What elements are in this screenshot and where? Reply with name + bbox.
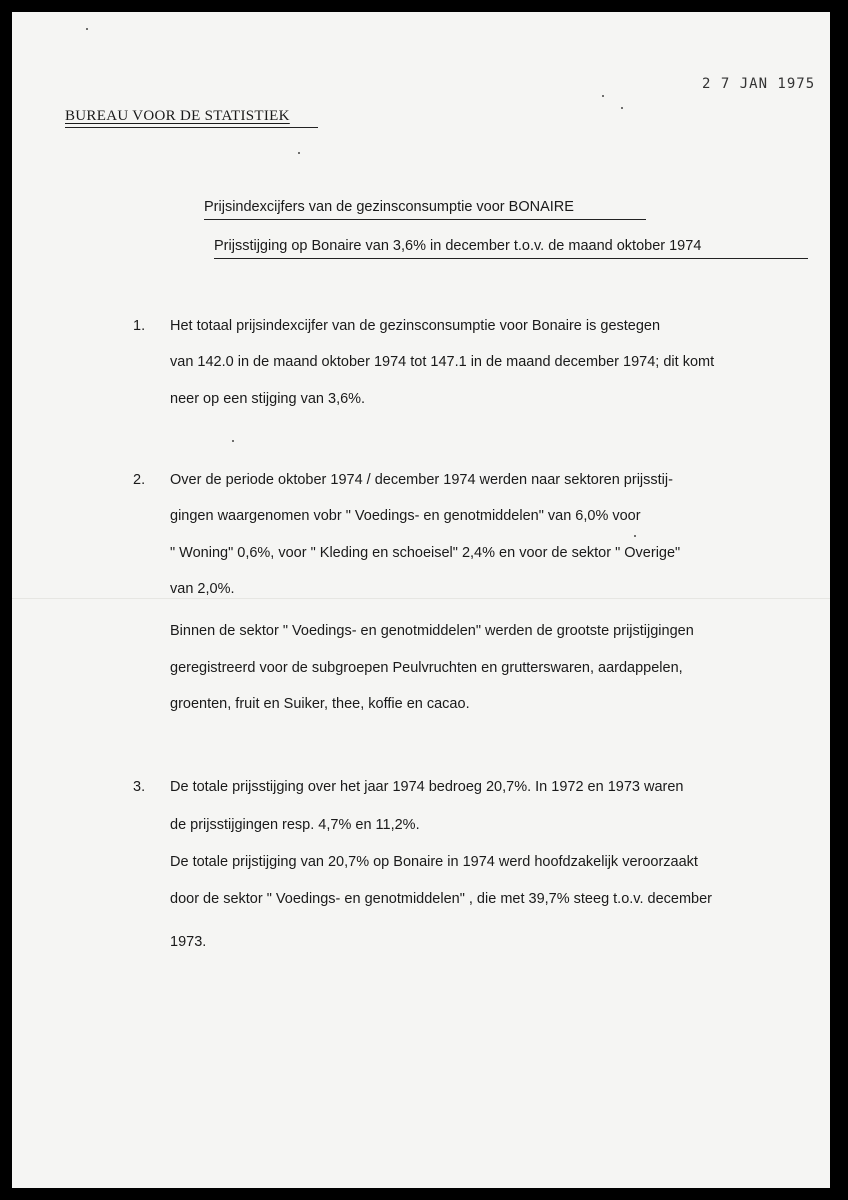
item-2-line: geregistreerd voor de subgroepen Peulvruchten en grutterswaren, aardappelen, bbox=[170, 660, 683, 676]
item-3-line: De totale prijstijging van 20,7% op Bonaire in 1974 werd hoofdzakelijk veroorzaakt bbox=[170, 854, 698, 870]
item-2-line: gingen waargenomen vobr " Voedings- en genotmiddelen" van 6,0% voor bbox=[170, 508, 641, 524]
item-2-line: groenten, fruit en Suiker, thee, koffie en cacao. bbox=[170, 696, 470, 712]
scan-speck bbox=[621, 107, 623, 109]
scan-speck bbox=[634, 535, 636, 537]
title-underline bbox=[204, 219, 646, 220]
scan-speck bbox=[86, 28, 88, 30]
bureau-underline bbox=[65, 127, 318, 128]
item-1-line: neer op een stijging van 3,6%. bbox=[170, 391, 366, 407]
bureau-heading: BUREAU VOOR DE STATISTIEK bbox=[65, 108, 290, 124]
item-3-number: 3. bbox=[133, 779, 146, 795]
page-fold-line bbox=[12, 598, 830, 599]
item-2-line: Over de periode oktober 1974 / december 1974 werden naar sektoren prijsstij- bbox=[170, 472, 673, 488]
item-3-line: De totale prijsstijging over het jaar 1974 bedroeg 20,7%. In 1972 en 1973 waren bbox=[170, 779, 684, 795]
item-3-line: 1973. bbox=[170, 934, 207, 950]
date-stamp: 2 7 JAN 1975 bbox=[702, 76, 816, 92]
subtitle-underline bbox=[214, 258, 808, 259]
item-1-line: Het totaal prijsindexcijfer van de gezinsconsumptie voor Bonaire is gestegen bbox=[170, 318, 661, 334]
document-page bbox=[12, 12, 830, 1188]
item-3-line: door de sektor " Voedings- en genotmiddelen" , die met 39,7% steeg t.o.v. december bbox=[170, 891, 713, 907]
scan-speck bbox=[232, 440, 234, 442]
scan-speck bbox=[602, 95, 604, 97]
document-subtitle: Prijsstijging op Bonaire van 3,6% in december t.o.v. de maand oktober 1974 bbox=[214, 238, 702, 254]
item-1-line: van 142.0 in de maand oktober 1974 tot 147.1 in de maand december 1974; dit komt bbox=[170, 354, 715, 370]
item-2-line: " Woning" 0,6%, voor " Kleding en schoeisel" 2,4% en voor de sektor " Overige" bbox=[170, 545, 681, 561]
item-3-line: de prijsstijgingen resp. 4,7% en 11,2%. bbox=[170, 817, 420, 833]
item-1-number: 1. bbox=[133, 318, 146, 334]
scan-speck bbox=[298, 152, 300, 154]
item-2-number: 2. bbox=[133, 472, 146, 488]
item-2-line: Binnen de sektor " Voedings- en genotmiddelen" werden de grootste prijstijgingen bbox=[170, 623, 694, 639]
document-title: Prijsindexcijfers van de gezinsconsumptie voor BONAIRE bbox=[204, 199, 574, 215]
item-2-line: van 2,0%. bbox=[170, 581, 235, 597]
